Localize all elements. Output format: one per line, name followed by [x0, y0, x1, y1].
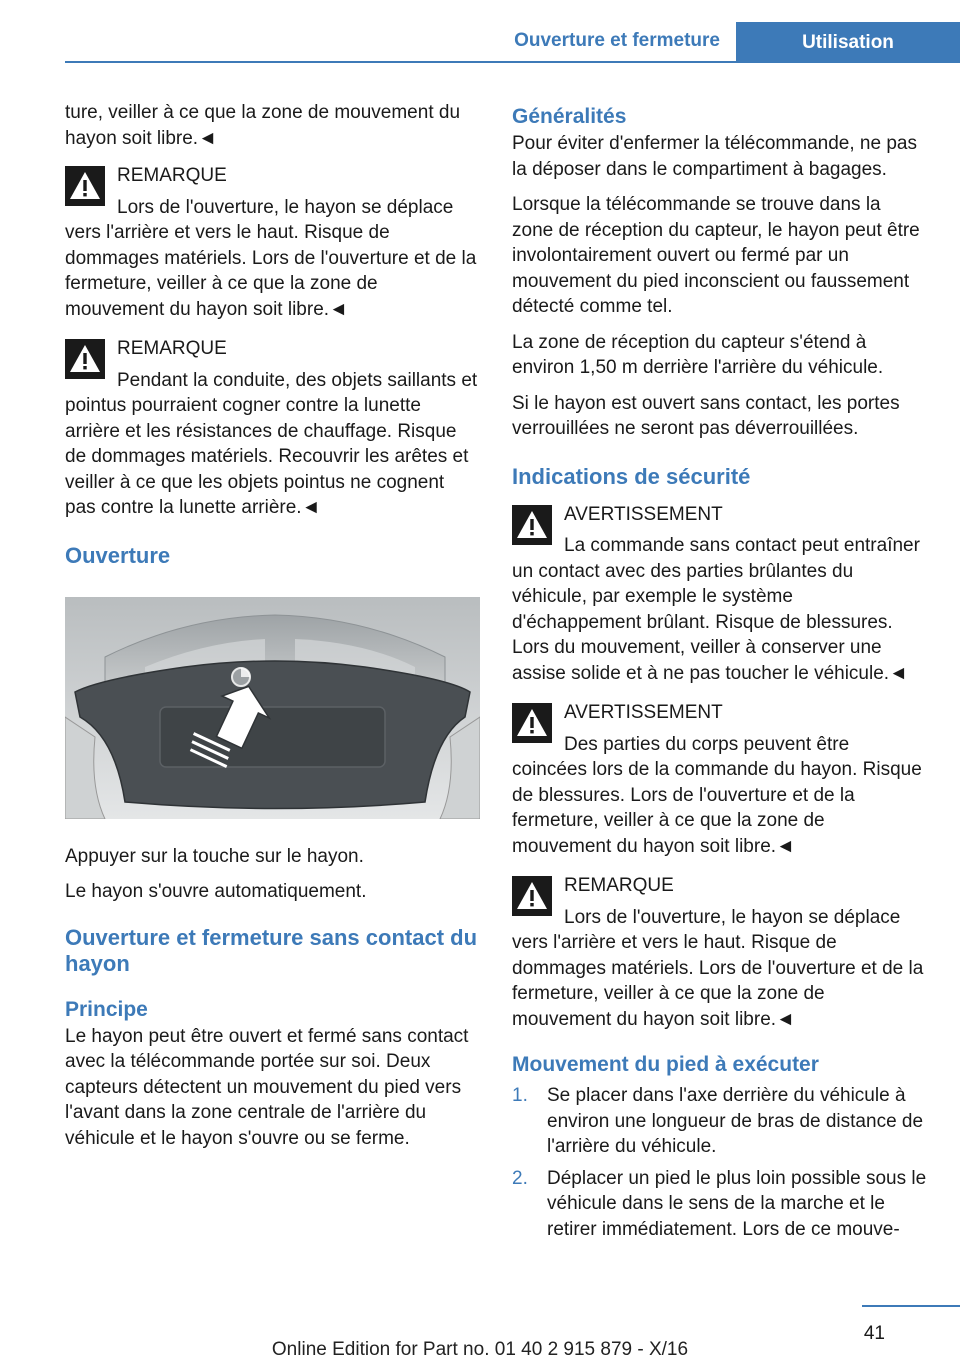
header-chapter-tab: Utilisation	[736, 22, 960, 62]
notice-text: Pendant la conduite, des objets saillants et pointus pourraient cogner contre la lunette arrière et les résistances de chauffage. Risque de dommages matériels. Recouvrir les arêtes et veiller à ce que les objets pointus ne cognent pas contre la lunette arrière.◄	[65, 369, 478, 518]
paragraph-press-button: Appuyer sur la touche sur le hayon.	[65, 845, 364, 867]
header-rule	[65, 61, 960, 63]
notice-label: REMARQUE	[117, 165, 227, 186]
notice-label: REMARQUE	[117, 338, 227, 359]
warning-text: La commande sans contact peut entraîner un contact avec des parties brûlantes du véhicule, par exemple le système d'échappement brûlant. Risque de blessures. Lors du mouvement, veiller à conserver une assise solide et à ne pas toucher le véhicule.◄	[512, 535, 920, 684]
edition-line: Online Edition for Part no. 01 40 2 915 879 - X/16	[271, 1339, 689, 1360]
footer-rule	[862, 1305, 960, 1307]
heading-securite: Indications de sécurité	[512, 463, 751, 489]
notice-block	[65, 163, 480, 322]
right-column	[512, 100, 927, 1248]
warning-triangle-icon	[512, 703, 552, 743]
intro-paragraph: ture, veiller à ce que la zone de mouvement du hayon soit libre.◄	[65, 102, 461, 149]
heading-ouverture: Ouverture	[65, 542, 171, 568]
list-item	[512, 1166, 927, 1243]
notice-text: Lors de l'ouverture, le hayon se déplace vers l'arrière et vers le haut. Risque de dommages matériels. Lors de l'ouverture et de la fermeture, veiller à ce que la zone de mouvement du hayon soit libre.◄	[512, 906, 924, 1030]
tailgate-illustration	[65, 597, 480, 819]
warning-triangle-icon	[512, 876, 552, 916]
heading-principe: Principe	[65, 997, 148, 1021]
paragraph-auto-open: Le hayon s'ouvre automatiquement.	[65, 881, 367, 902]
paragraph-generalites-1: Pour éviter d'enfermer la télécommande, ne pas la déposer dans le compartiment à bagages.	[512, 133, 917, 180]
warning-block	[512, 700, 927, 859]
heading-mouvement: Mouvement du pied à exécuter	[512, 1053, 819, 1076]
paragraph-principe: Le hayon peut être ouvert et fermé sans contact avec la télécommande portée sur soi. Deux capteurs détectent un mouvement du pied vers l'avant dans la zone centrale de l'arrière du véhicule et le hayon s'ouvre ou se ferme.	[65, 1025, 469, 1149]
notice-text: Lors de l'ouverture, le hayon se déplace vers l'arrière et vers le haut. Risque de dommages matériels. Lors de l'ouverture et de la fermeture, veiller à ce que la zone de mouvement du hayon soit libre.◄	[65, 196, 477, 320]
paragraph-generalites-2: Lorsque la télécommande se trouve dans la zone de réception du capteur, le hayon peut être involontairement ouvert ou fermé par un mouvement du pied inconscient ou faussement détecté comme tel.	[512, 194, 920, 317]
header-section-title: Ouverture et fermeture	[514, 30, 720, 51]
step-number: 2.	[512, 1167, 528, 1189]
page-footer	[0, 1305, 960, 1362]
notice-block	[65, 336, 480, 521]
left-column	[65, 100, 480, 1161]
step-text: Se placer dans l'axe derrière du véhicule à environ une longueur de bras de distance de l'arrière du véhicule.	[547, 1085, 924, 1157]
page-number: 41	[863, 1323, 885, 1344]
steps-list	[512, 1083, 927, 1242]
notice-label: REMARQUE	[564, 875, 674, 896]
paragraph-generalites-3: La zone de réception du capteur s'étend à environ 1,50 m derrière l'arrière du véhicule.	[512, 331, 884, 378]
warning-label: AVERTISSEMENT	[564, 503, 723, 525]
page-header	[0, 0, 960, 62]
notice-block	[512, 873, 927, 1032]
warning-triangle-icon	[512, 505, 552, 545]
warning-text: Des parties du corps peuvent être coincées lors de la commande du hayon. Risque de blessures. Lors de l'ouverture et de la fermeture, veiller à ce que la zone de mouvement du hayon soit libre.◄	[512, 733, 922, 857]
warning-label: AVERTISSEMENT	[564, 702, 723, 723]
warning-triangle-icon	[65, 166, 105, 206]
step-text: Déplacer un pied le plus loin possible sous le véhicule dans le sens de la marche et le retirer immédiatement. Lors de ce mouve-	[547, 1167, 927, 1240]
warning-block	[512, 502, 927, 687]
list-item	[512, 1083, 927, 1160]
warning-triangle-icon	[65, 339, 105, 379]
heading-contactless: Ouverture et fermeture sans contact du hayon	[65, 924, 478, 976]
paragraph-generalites-4: Si le hayon est ouvert sans contact, les portes verrouillées ne seront pas déverrouillées.	[512, 392, 900, 439]
heading-generalites: Généralités	[512, 105, 627, 128]
step-number: 1.	[512, 1085, 528, 1106]
